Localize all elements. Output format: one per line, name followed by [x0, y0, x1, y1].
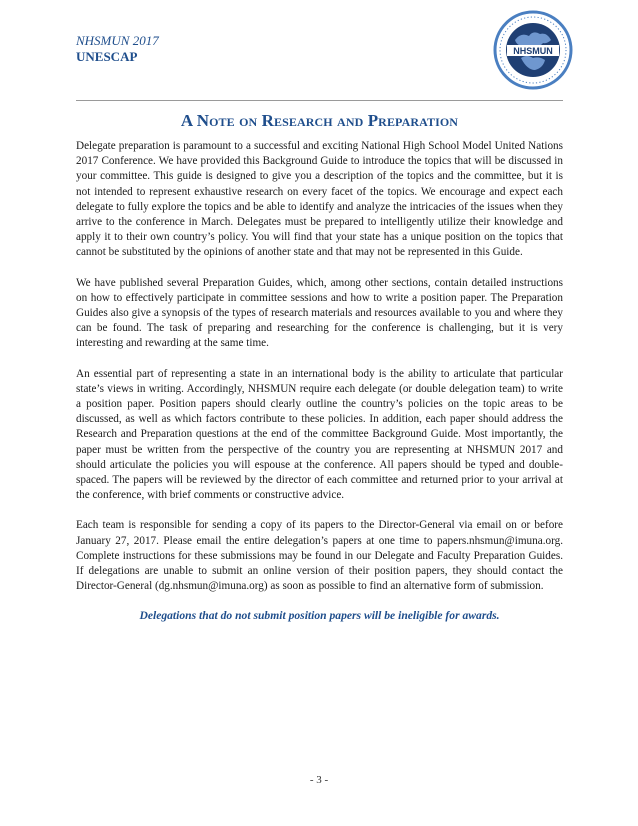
nhsmun-logo-icon	[493, 10, 573, 90]
logo-text: NHSMUN	[513, 46, 553, 56]
header-divider	[76, 100, 563, 101]
conference-name: NHSMUN 2017	[76, 33, 159, 48]
document-body	[76, 139, 563, 622]
document-header	[76, 33, 159, 65]
page-number: - 3 -	[309, 774, 329, 786]
paragraph: An essential part of representing a state in an international body is the ability to articulate that particular state’s views in writing. Accordingly, NHSMUN require each delegate (or double delegation team) to write a position paper. Position papers should clearly outline the country’s policies on the topic areas to be discussed, as well as which factors contribute to these policies. In addition, each paper should address the Research and Preparation questions at the end of the committee Background Guide. Most importantly, the paper must be written from the perspective of the country you are representing at NHSMUN 2017 and should articulate the policies you will espouse at the conference. All papers should be typed and double-spaced. The papers will be reviewed by the director of each committee and returned prior to your arrival at the conference, with brief comments or constructive advice.	[76, 367, 563, 502]
awards-note: Delegations that do not submit position papers will be ineligible for awards.	[139, 609, 500, 623]
committee-name: UNESCAP	[76, 49, 138, 64]
paragraph: We have published several Preparation Guides, which, among other sections, contain detailed instructions on how to effectively participate in committee sessions and how to write a position paper. The Preparation Guides also give a synopsis of the types of research materials and resources available to you and where they can be found. The task of preparing and researching for the conference is challenging, but it is very interesting and rewarding at the same time.	[76, 276, 563, 350]
paragraph: Delegate preparation is paramount to a successful and exciting National High School Model United Nations 2017 Conference. We have provided this Background Guide to introduce the topics that will be discussed in your committee. This guide is designed to give you a description of the topics and the committee, but it is not intended to represent exhaustive research on every facet of the topics. We encourage and expect each delegate to fully explore the topics and be able to identify and analyze the intricacies of the issues when they arrive to the conference in March. Delegates must be prepared to intelligently utilize their knowledge and apply it to their own country’s policy. You will find that your state has a unique position on the topics that cannot be substituted by the opinions of another state and that may not be represented in this Guide.	[76, 140, 563, 259]
paragraph: Each team is responsible for sending a copy of its papers to the Director-General via email on or before January 27, 2017. Please email the entire delegation’s papers at one time to papers.nhsmun@imuna.org. Complete instructions for these submissions may be found in our Delegate and Faculty Preparation Guides. If delegations are unable to submit an online version of their position papers, they should contact the Director-General (dg.nhsmun@imuna.org) as soon as possible to find an alternative form of submission.	[76, 519, 563, 593]
page-title: A Note on Research and Preparation	[180, 111, 459, 130]
